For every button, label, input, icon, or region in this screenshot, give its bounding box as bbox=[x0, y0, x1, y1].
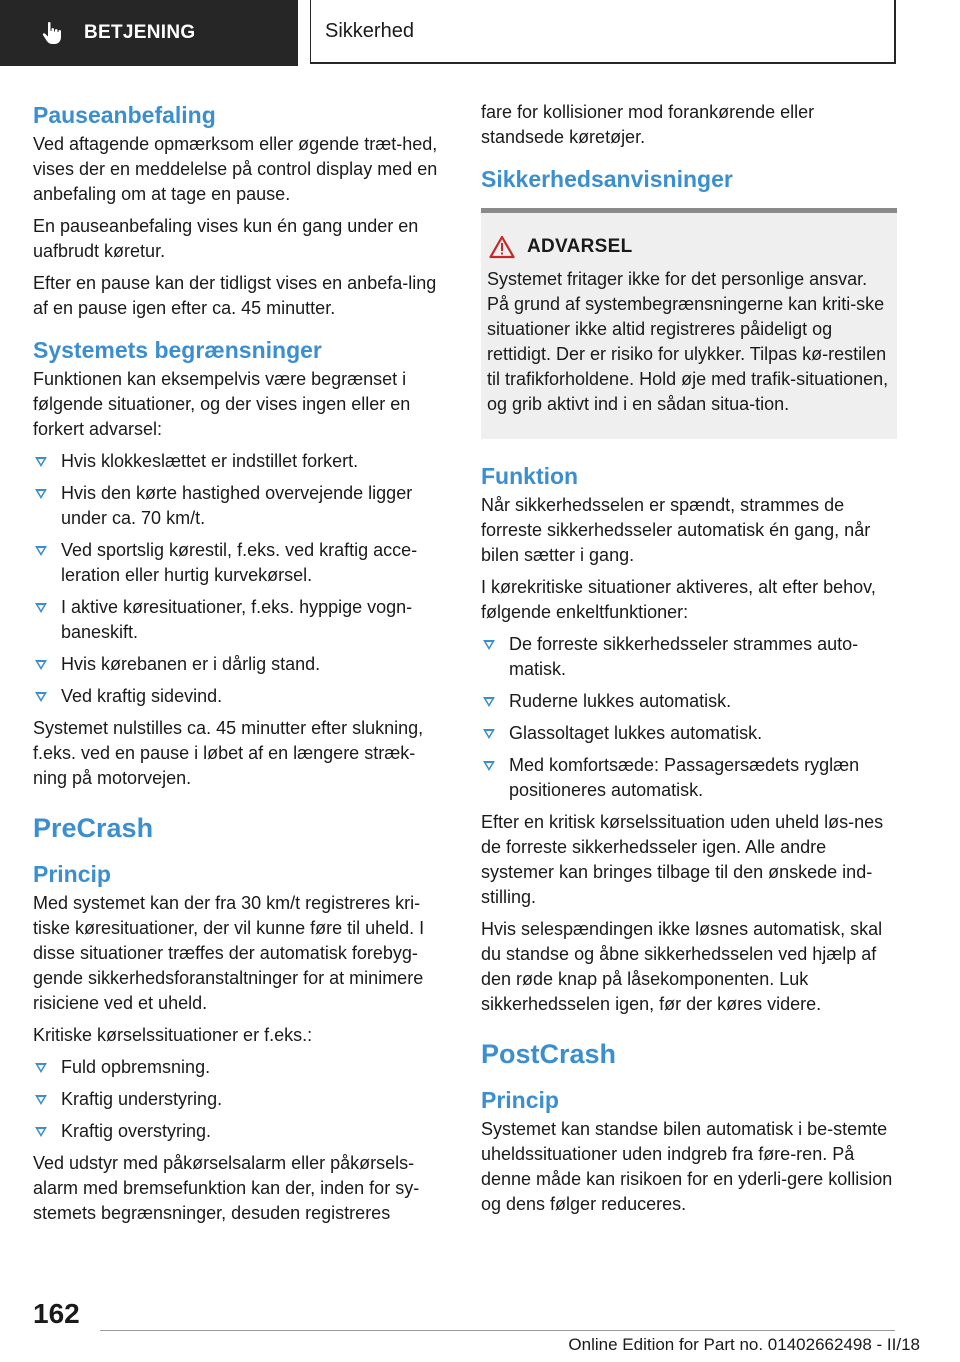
list-item: Ruderne lukkes automatisk. bbox=[481, 689, 897, 714]
limits-list bbox=[33, 449, 449, 709]
list-item: Kraftig overstyring. bbox=[33, 1119, 449, 1144]
bullet-triangle-icon bbox=[35, 603, 47, 613]
footer-divider bbox=[100, 1330, 895, 1331]
precrash-paragraph-3: Ved udstyr med påkørselsalarm eller påkørsels-alarm med bremsefunktion kan der, inden for sy-stemets begrænsninger, desuden registreres bbox=[33, 1153, 420, 1223]
list-item: Hvis kørebanen er i dårlig stand. bbox=[33, 652, 449, 677]
bullet-triangle-icon bbox=[483, 697, 495, 707]
postcrash-heading: PostCrash bbox=[481, 1039, 617, 1069]
bullet-triangle-icon bbox=[483, 761, 495, 771]
precrash-list bbox=[33, 1055, 449, 1144]
bullet-triangle-icon bbox=[483, 640, 495, 650]
function-list bbox=[481, 632, 897, 803]
warning-triangle-icon bbox=[489, 235, 515, 259]
list-item: Hvis klokkeslættet er indstillet forkert. bbox=[33, 449, 449, 474]
pause-paragraph-2: En pauseanbefaling vises kun én gang under en uafbrudt køretur. bbox=[33, 216, 419, 261]
pause-heading: Pauseanbefaling bbox=[33, 102, 216, 128]
bullet-triangle-icon bbox=[35, 546, 47, 556]
page-number: 162 bbox=[33, 1298, 80, 1329]
bullet-triangle-icon bbox=[35, 1095, 47, 1105]
hand-pointer-icon bbox=[40, 20, 66, 46]
warning-label: ADVARSEL bbox=[527, 236, 633, 257]
postcrash-paragraph-1: Systemet kan standse bilen automatisk i be-stemte uheldssituationer uden indgreb fra føre-ren. På denne måde kan risikoen for en yderli-gere kollision og dens følger reduceres. bbox=[481, 1119, 893, 1214]
safety-heading: Sikkerhedsanvisninger bbox=[481, 166, 733, 192]
bullet-triangle-icon bbox=[35, 1063, 47, 1073]
function-paragraph-3: Efter en kritisk kørselssituation uden uheld løs-nes de forreste sikkerhedsseler igen. Alle andre systemer kan bringes tilbage til den ønskede ind-stilling. bbox=[481, 812, 884, 907]
precrash-paragraph-1: Med systemet kan der fra 30 km/t registreres kri-tiske køresituationer, der vil kunne føre til uheld. I disse situationer træffes der automatisk forebyg-gende sikkerhedsforanstaltninger for at minimere risiciene ved et uheld. bbox=[33, 893, 425, 1013]
postcrash-principle-heading: Princip bbox=[481, 1087, 559, 1113]
chapter-title: Sikkerhed bbox=[325, 19, 414, 42]
limits-heading: Systemets begrænsninger bbox=[33, 337, 322, 363]
precrash-heading: PreCrash bbox=[33, 813, 154, 843]
precrash-principle-heading: Princip bbox=[33, 861, 111, 887]
function-paragraph-4: Hvis selespændingen ikke løsnes automatisk, skal du standse og åbne sikkerhedsselen ved hjælp af den røde knap på låsekomponenten. Luk sikkerhedsselen igen, før der køres videre. bbox=[481, 919, 883, 1014]
right-column bbox=[481, 100, 897, 1224]
edition-note: Online Edition for Part no. 01402662498 - II/18 bbox=[568, 1335, 920, 1354]
precrash-paragraph-2: Kritiske kørselssituationer er f.eks.: bbox=[33, 1025, 313, 1045]
list-item: Ved sportslig kørestil, f.eks. ved kraftig acce-leration eller hurtig kurvekørsel. bbox=[33, 538, 449, 588]
list-item: Glassoltaget lukkes automatisk. bbox=[481, 721, 897, 746]
function-heading: Funktion bbox=[481, 463, 579, 489]
warning-box bbox=[481, 208, 897, 439]
pause-paragraph-1: Ved aftagende opmærksom eller øgende træt-hed, vises der en meddelelse på control display med en anbefaling om at tage en pause. bbox=[33, 134, 438, 204]
list-item: De forreste sikkerhedsseler strammes auto-matisk. bbox=[481, 632, 897, 682]
list-item: I aktive køresituationer, f.eks. hyppige vogn-baneskift. bbox=[33, 595, 449, 645]
continued-paragraph: fare for kollisioner mod forankørende eller standsede køretøjer. bbox=[481, 102, 815, 147]
bullet-triangle-icon bbox=[483, 729, 495, 739]
pause-paragraph-3: Efter en pause kan der tidligst vises en anbefa-ling af en pause igen efter ca. 45 minutter. bbox=[33, 273, 437, 318]
list-item: Fuld opbremsning. bbox=[33, 1055, 449, 1080]
bullet-triangle-icon bbox=[35, 457, 47, 467]
bullet-triangle-icon bbox=[35, 692, 47, 702]
chapter-title-box bbox=[310, 0, 896, 64]
section-label: BETJENING bbox=[84, 22, 196, 43]
list-item: Kraftig understyring. bbox=[33, 1087, 449, 1112]
list-item: Ved kraftig sidevind. bbox=[33, 684, 449, 709]
list-item: Hvis den kørte hastighed overvejende ligger under ca. 70 km/t. bbox=[33, 481, 449, 531]
limits-intro: Funktionen kan eksempelvis være begrænset i følgende situationer, og der vises ingen eller en forkert advarsel: bbox=[33, 369, 411, 439]
warning-text: Systemet fritager ikke for det personlige ansvar. På grund af systembegrænsningerne kan kriti-ske situationer ikke altid registreres påideligt og rettidigt. Der er risiko for ulykker. Tilpas kø-restilen til trafikforholdene. Hold øje med trafik-situationen, og grib aktivt ind i en sådan situa-tion. bbox=[487, 269, 889, 414]
left-column bbox=[33, 100, 449, 1233]
bullet-triangle-icon bbox=[35, 489, 47, 499]
bullet-triangle-icon bbox=[35, 660, 47, 670]
warning-header bbox=[487, 235, 891, 259]
function-paragraph-1: Når sikkerhedsselen er spændt, strammes de forreste sikkerhedsseler automatisk én gang, når bilen sætter i gang. bbox=[481, 495, 871, 565]
function-paragraph-2: I kørekritiske situationer aktiveres, alt efter behov, følgende enkeltfunktioner: bbox=[481, 577, 876, 622]
bullet-triangle-icon bbox=[35, 1127, 47, 1137]
section-tab bbox=[0, 0, 298, 66]
list-item: Med komfortsæde: Passagersædets ryglæn positioneres automatisk. bbox=[481, 753, 897, 803]
page-header bbox=[0, 0, 960, 66]
limits-outro: Systemet nulstilles ca. 45 minutter efter slukning, f.eks. ved en pause i løbet af en længere stræk-ning på motorvejen. bbox=[33, 718, 424, 788]
